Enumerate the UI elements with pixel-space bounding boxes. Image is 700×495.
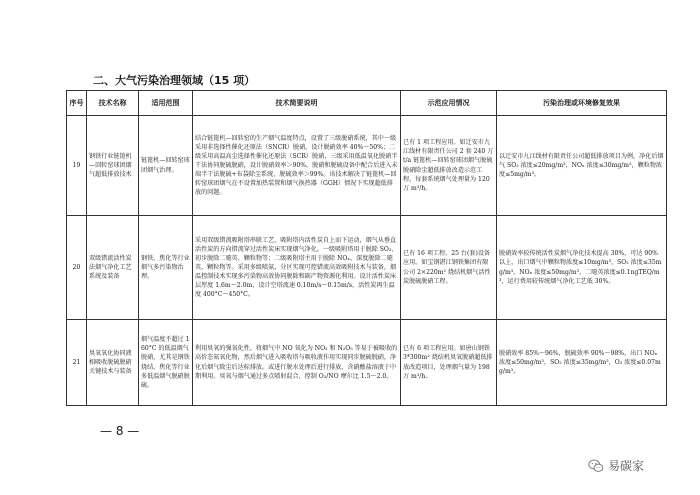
row-effect: 脱硝效率 85%～96%，脱硫效率 90%～98%，出口 NOₓ 浓度≤50mg/m³，SO₂ 浓度≤35mg/m³，O₃ 浓度≤0.07mg/m³。	[497, 320, 667, 406]
watermark-text: 易碳家	[608, 459, 645, 473]
row-scope: 钢铁、焦化等行业烟气多污染物治理。	[139, 216, 193, 320]
header-demo: 示范应用情况	[401, 91, 497, 116]
row-demo: 已有 6 项工程应用。如唐山钢铁 3*300m² 烧结机臭氧脱硝超低排放改造项目，处理烟气量为 198 万 m³/h。	[401, 320, 497, 406]
row-tech-name: 双级错流活性炭法烟气净化工艺系统及装备	[87, 216, 139, 320]
table-header-row	[67, 91, 667, 116]
section-title: 二、大气污染治理领域（15 项）	[93, 74, 256, 87]
row-effect: 脱硝效率较传统活性炭烟气净化技术提高 30%，可达 90%以上，出口烟气中颗粒物浓度≤10mg/m³，SO₂ 浓度≤35mg/m³，NOₓ 浓度≤50mg/m³，二噁英浓度≤0.1ngTEQ/m³，运行费用较传统烟气净化工艺低 30%。	[497, 216, 667, 320]
row-num: 19	[67, 116, 87, 216]
header-effect: 污染治理或环境修复效果	[497, 91, 667, 116]
row-scope: 链篦机—回转窑球团烟气治理。	[139, 116, 193, 216]
row-tech-name: 钢铁行业链篦机—回转窑球团烟气超低排放技术	[87, 116, 139, 216]
header-num: 序号	[67, 91, 87, 116]
table-row	[67, 216, 667, 320]
row-tech-name: 臭氧氧化协同液相吸收脱硫脱硝关键技术与装备	[87, 320, 139, 406]
row-num: 20	[67, 216, 87, 320]
table-row	[67, 320, 667, 406]
row-description: 利用臭氧的强氧化性，将烟气中 NO 氧化为 NO₂ 和 N₂O₅ 等易于被吸收的高价态氮氧化物，然后烟气进入吸收塔与吸收液作用实现同步脱硫脱硝，净化后烟气除尘后达标排放。或进行脱水处理后进行排放，含硝酸盐溶液于中期利用。臭氧与烟气通过多点喷射混合，控制 O₃/NO 摩尔比 1.5～2.0。	[193, 320, 401, 406]
header-scope: 适用范围	[139, 91, 193, 116]
row-description: 采用双级错流吸附塔串联工艺，吸附塔内活性炭自上而下运动，烟气从垂直活性炭的方向错流穿过活性炭床实现烟气净化。一级吸附塔用于脱除 SO₂、初步脱除二噁英、颗粒物等；二级吸附塔主用于脱除 NOₓ、深度脱除二噁英、颗粒物等。采用多级喷氨，分区实现可控错流高效吸附技术与装备，烟温控制技术实现多污染物高效协同脱除和副产物资源化利用。设计活性炭床层厚度 1.6m～2.0m，设计空塔流速 0.10m/s～0.15m/s，活性炭再生温度 400°C～450°C。	[193, 216, 401, 320]
page-number: — 8 —	[100, 424, 140, 438]
tech-table	[66, 90, 667, 406]
row-scope: 烟气温度不超过 160°C 的低温烟气脱硝，尤其是钢铁烧结、焦化等行业多低温烟气脱硝脱硫。	[139, 320, 193, 406]
watermark	[588, 457, 644, 474]
table-row	[67, 116, 667, 216]
header-name: 技术名称	[87, 91, 139, 116]
row-demo: 已有 16 项工程、25 台(套)设备应用。如宝钢湛江钢铁集团有限公司 2×220m² 烧结机烟气活性炭脱硫脱硝工程。	[401, 216, 497, 320]
row-effect: 以迁安市九江线材有限责任公司超低排放项目为例，净化后烟气 SO₂ 浓度≤20mg/m³，NOₓ 浓度≤30mg/m³，颗粒物浓度≤5mg/m³。	[497, 116, 667, 216]
row-description: 结合链篦机—回转窑的生产烟气温度特点，设置了三级脱硝系统，其中一级采用非选择性催化还原法（SNCR）脱硝，设计脱硝效率 40%～50%；二级采用高温高尘选择性催化还原法（SCR）脱硝，三级采用低温氧化脱硝半干法协同脱硫脱硝，设计脱硝效率＞90%，脱硝和脱硫设备中配合后进入末端半干法脱硫+布袋除尘系统，脱硫效率＞99%。该技术解决了链篦机—回转窑球团烟气在不设置加热装置和烟气换热器（GGH）情况下实现超低排放的问题。	[193, 116, 401, 216]
row-num: 21	[67, 320, 87, 406]
row-demo: 已有 1 项工程应用。如迁安市九江线材有限责任公司 2 套 240 万 t/a 链篦机—回转窑球团烟气脱硫脱硝除尘超低排放改造示范工程，每套系统烟气处理量为 120 万 m³/h。	[401, 116, 497, 216]
header-desc: 技术简要说明	[193, 91, 401, 116]
wechat-icon	[588, 458, 604, 474]
